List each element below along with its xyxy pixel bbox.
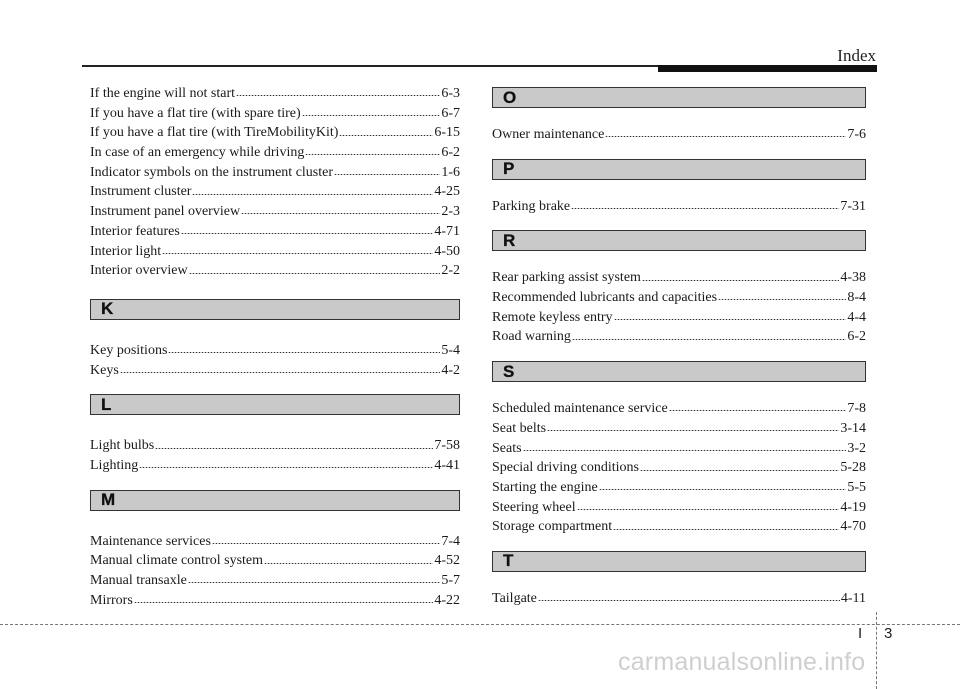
entry-page: 7-8: [847, 401, 866, 417]
index-entry[interactable]: [90, 104, 460, 124]
section-letter: O: [503, 87, 517, 107]
index-section-o: [492, 87, 866, 145]
entry-page: 4-71: [434, 223, 460, 239]
entry-page: 5-4: [441, 342, 460, 358]
entry-title: Seat belts: [492, 420, 547, 436]
entry-title: Starting the engine: [492, 479, 598, 495]
entry-title: Instrument panel overview: [90, 204, 241, 220]
entry-title: Keys: [90, 362, 119, 378]
dot-leader: [605, 136, 846, 137]
entry-page: 5-28: [840, 460, 866, 476]
dot-leader: [334, 174, 440, 175]
entry-title: Instrument cluster: [90, 184, 192, 200]
entry-title: Tailgate: [492, 590, 537, 606]
index-section-k: [90, 299, 460, 380]
dot-leader: [302, 115, 441, 116]
dot-leader: [168, 352, 440, 353]
entry-page: 4-4: [847, 309, 866, 325]
index-entry[interactable]: [492, 308, 866, 328]
dot-leader: [192, 194, 433, 195]
dot-leader: [572, 339, 846, 340]
entry-page: 7-4: [441, 533, 460, 549]
index-section-t: [492, 551, 866, 609]
dot-leader: [162, 253, 433, 254]
index-entry[interactable]: [492, 399, 866, 419]
index-entry[interactable]: [492, 327, 866, 347]
entry-title: Parking brake: [492, 198, 571, 214]
entry-title: If the engine will not start: [90, 86, 236, 101]
index-entry[interactable]: [90, 341, 460, 361]
index-entry[interactable]: [90, 202, 460, 222]
page-section-label: I: [858, 625, 863, 642]
index-section-p: [492, 159, 866, 217]
dot-leader: [189, 273, 441, 274]
index-section-l: [90, 394, 460, 475]
section-letter-bar: [492, 230, 866, 251]
index-entry[interactable]: [90, 84, 460, 104]
index-entry[interactable]: [492, 439, 866, 459]
section-letter: L: [101, 394, 112, 414]
entry-title: Manual climate control system: [90, 553, 264, 569]
dot-leader: [305, 154, 440, 155]
dot-leader: [599, 489, 847, 490]
entry-page: 4-41: [434, 457, 460, 473]
entry-title: Road warning: [492, 329, 571, 345]
index-entry[interactable]: [90, 163, 460, 183]
dot-leader: [134, 602, 434, 603]
entry-page: 6-2: [441, 145, 460, 161]
index-entry[interactable]: [90, 143, 460, 163]
dot-leader: [642, 280, 839, 281]
entry-title: If you have a flat tire (with spare tire): [90, 105, 301, 121]
entry-title: Mirrors: [90, 592, 133, 608]
entry-title: Scheduled maintenance service: [492, 401, 668, 417]
index-entry[interactable]: [90, 456, 460, 476]
dot-leader: [188, 582, 441, 583]
dot-leader: [669, 410, 847, 411]
dot-leader: [577, 509, 840, 510]
section-letter-bar: [90, 394, 460, 415]
entry-title: Special driving conditions: [492, 460, 639, 476]
entry-title: Light bulbs: [90, 438, 155, 454]
dot-leader: [538, 600, 840, 601]
entry-page: 4-38: [840, 270, 866, 286]
entry-title: Recommended lubricants and capacities: [492, 290, 718, 306]
entry-page: 7-58: [434, 438, 460, 454]
watermark: carmanualsonline.info: [618, 648, 866, 676]
page-number-value: 3: [884, 625, 893, 642]
index-entry[interactable]: [90, 436, 460, 456]
section-letter: R: [503, 230, 516, 250]
entry-page: 4-2: [441, 362, 460, 378]
entry-page: 5-7: [441, 573, 460, 588]
index-entry[interactable]: [90, 532, 460, 552]
index-entry[interactable]: [492, 458, 866, 478]
entry-title: Storage compartment: [492, 519, 613, 535]
entry-title: Key positions: [90, 342, 168, 358]
index-entry[interactable]: [90, 222, 460, 242]
entry-title: Maintenance services: [90, 533, 211, 549]
index-entry[interactable]: [492, 589, 866, 609]
entry-title: Interior features: [90, 223, 180, 239]
dot-leader: [212, 543, 440, 544]
index-entry[interactable]: [90, 591, 460, 611]
dot-leader: [155, 448, 433, 449]
entry-page: 8-4: [847, 290, 866, 306]
index-entry[interactable]: [492, 288, 866, 308]
dot-leader: [120, 372, 441, 373]
entry-page: 4-19: [840, 499, 866, 515]
dot-leader: [614, 319, 847, 320]
index-entry[interactable]: [90, 123, 460, 143]
index-entry[interactable]: [492, 419, 866, 439]
section-letter: P: [503, 159, 515, 179]
section-letter-bar: [90, 490, 460, 511]
dot-leader: [181, 233, 434, 234]
entry-page: 6-3: [441, 86, 460, 101]
index-entry[interactable]: [492, 125, 866, 145]
index-section-m: [90, 490, 460, 611]
dot-leader: [241, 213, 440, 214]
entry-title: Interior overview: [90, 263, 188, 279]
entry-page: 4-22: [434, 592, 460, 608]
entry-title: Lighting: [90, 457, 139, 473]
entry-title: If you have a flat tire (with TireMobilityKit): [90, 125, 339, 141]
entry-page: 4-50: [434, 243, 460, 259]
index-entry[interactable]: [90, 361, 460, 381]
section-letter: K: [101, 299, 114, 319]
index-section-r: [492, 230, 866, 347]
header-title: Index: [837, 46, 876, 65]
footer-dashed-rule: [0, 624, 960, 625]
dot-leader: [523, 450, 847, 451]
entry-page: 4-52: [434, 553, 460, 569]
entry-page: 2-2: [441, 263, 460, 279]
section-letter-bar: [492, 551, 866, 572]
entry-page: 4-11: [840, 590, 866, 606]
index-section-s: [492, 361, 866, 537]
entry-page: 5-5: [847, 479, 866, 495]
right-index-column: [492, 87, 866, 609]
dot-leader: [640, 470, 839, 471]
section-letter-bar: [492, 87, 866, 108]
footer-dashed-divider: [876, 612, 877, 689]
section-letter: T: [503, 551, 514, 571]
dot-leader: [613, 529, 839, 530]
index-entry[interactable]: [492, 478, 866, 498]
dot-leader: [264, 563, 433, 564]
entry-page: 7-31: [840, 198, 866, 214]
entry-page: 6-7: [441, 105, 460, 121]
section-letter-bar: [492, 361, 866, 382]
entry-page: 3-2: [847, 440, 866, 456]
entry-page: 2-3: [441, 204, 460, 220]
entry-title: Manual transaxle: [90, 573, 187, 588]
entry-title: Interior light: [90, 243, 162, 259]
index-entry[interactable]: [90, 242, 460, 262]
entry-page: 6-15: [434, 125, 460, 141]
entry-page: 3-14: [840, 420, 866, 436]
dot-leader: [547, 430, 839, 431]
entry-title: Owner maintenance: [492, 127, 605, 142]
section-letter: M: [101, 490, 116, 510]
entry-page: 4-70: [840, 519, 866, 535]
header-accent-bar: [658, 65, 877, 72]
index-entry[interactable]: [90, 571, 460, 591]
entry-title: In case of an emergency while driving: [90, 145, 305, 161]
entry-title: Indicator symbols on the instrument cluster: [90, 164, 334, 180]
index-entry[interactable]: [492, 498, 866, 518]
index-entry[interactable]: [90, 182, 460, 202]
section-letter: S: [503, 361, 515, 381]
index-entry[interactable]: [90, 261, 460, 281]
dot-leader: [339, 135, 433, 136]
section-letter-bar: [90, 299, 460, 320]
index-entry[interactable]: [492, 197, 866, 217]
section-letter-bar: [492, 159, 866, 180]
entry-title: Remote keyless entry: [492, 309, 613, 325]
dot-leader: [571, 208, 839, 209]
left-index-column: [90, 84, 460, 610]
entry-page: 6-2: [847, 329, 866, 345]
index-group-i: [90, 84, 460, 281]
entry-title: Seats: [492, 440, 522, 456]
index-entry[interactable]: [90, 551, 460, 571]
entry-page: 7-6: [847, 127, 866, 142]
entry-page: 1-6: [441, 164, 460, 180]
entry-title: Rear parking assist system: [492, 270, 641, 286]
dot-leader: [718, 299, 846, 300]
entry-page: 4-25: [434, 184, 460, 200]
index-entry[interactable]: [492, 268, 866, 288]
dot-leader: [236, 95, 440, 96]
entry-title: Steering wheel: [492, 499, 576, 515]
index-entry[interactable]: [492, 517, 866, 537]
dot-leader: [139, 467, 433, 468]
